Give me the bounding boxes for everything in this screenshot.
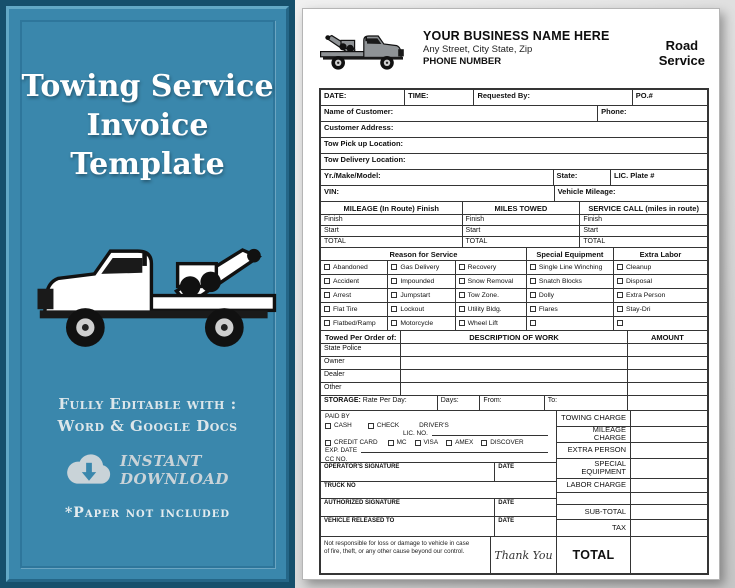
work-amount-header: AMOUNT	[650, 333, 684, 342]
paid-by-block	[321, 411, 556, 463]
amount-cell[interactable]	[628, 344, 707, 356]
check-option-label: Motorcycle	[400, 320, 434, 327]
editable-note	[57, 394, 237, 438]
charge-row-extra-person	[557, 443, 707, 459]
order-cell[interactable]	[321, 357, 401, 369]
checkbox-icon[interactable]	[459, 278, 465, 284]
charge-row-special-equipment	[557, 459, 707, 479]
check-option[interactable]	[321, 275, 388, 288]
field-customer-address[interactable]	[321, 122, 707, 137]
charge-label-cell: TAX	[557, 520, 631, 536]
mileage-finish-2[interactable]	[580, 215, 707, 225]
promo-title	[9, 67, 286, 184]
editable-note-line2: Word & Google Docs	[57, 416, 238, 435]
order-cell[interactable]	[321, 344, 401, 356]
paid-cash-label: CASH	[334, 421, 352, 429]
field-time[interactable]	[405, 90, 474, 105]
amount-cell[interactable]	[628, 383, 707, 395]
mileage-start-1-label: Start	[465, 227, 481, 234]
charge-label-cell: EXTRA PERSON	[557, 443, 631, 458]
thank-you-note: Thank You	[491, 537, 557, 573]
editable-note-line1: Fully Editable with :	[58, 395, 237, 413]
mileage-finish-1-label: Finish	[465, 216, 485, 223]
checkbox-icon[interactable]	[324, 292, 330, 298]
order-label: Dealer	[324, 371, 345, 378]
description-cell[interactable]	[401, 383, 628, 395]
checkbox-icon[interactable]	[617, 292, 623, 298]
operator-signature-cell[interactable]	[321, 463, 495, 481]
check-option-label: Recovery	[467, 264, 497, 271]
work-order-header: Towed Per Order of:	[321, 331, 401, 343]
check-option-label: Cleanup	[625, 264, 652, 271]
field-state[interactable]	[554, 170, 611, 185]
checkbox-icon[interactable]	[415, 440, 421, 446]
promo-panel	[0, 0, 295, 588]
checks-row-1	[321, 275, 707, 289]
charge-row-towing	[557, 411, 707, 427]
paid-by-line-2	[403, 430, 552, 437]
field-po-label: PO.#	[635, 91, 653, 100]
check-option-label: Flatbed/Ramp	[333, 320, 376, 327]
storage-label: STORAGE:	[324, 397, 361, 404]
order-label: State Police	[324, 345, 362, 352]
check-option-label: Gas Delivery	[400, 264, 440, 271]
checkbox-icon[interactable]	[617, 320, 623, 326]
promo-title-line1: Towing Service	[21, 69, 274, 104]
mileage-total-1-label: TOTAL	[465, 238, 488, 245]
mileage-total-0[interactable]	[321, 237, 463, 247]
drivers-label: DRIVER'S	[419, 421, 449, 429]
check-option-label: Lockout	[400, 306, 425, 313]
check-option[interactable]	[527, 317, 614, 330]
paid-by-line-1	[325, 422, 552, 429]
exp-date-fill-line[interactable]	[361, 447, 548, 453]
checks-row-3	[321, 303, 707, 317]
business-address: Any Street, City State, Zip	[423, 44, 533, 55]
row-tow-delivery	[321, 154, 707, 170]
check-option-label: Impounded	[400, 278, 435, 285]
charge-label-cell: TOWING CHARGE	[557, 411, 631, 426]
check-option[interactable]	[527, 303, 614, 316]
download-text	[120, 452, 229, 490]
field-vehicle-mileage-label: Vehicle Mileage:	[557, 187, 616, 196]
checkbox-icon[interactable]	[530, 278, 536, 284]
mileage-start-2[interactable]	[580, 226, 707, 236]
storage-to-label: To:	[547, 397, 558, 404]
field-po[interactable]	[633, 90, 707, 105]
download-text-line2: DOWNLOAD	[120, 470, 229, 489]
date-cell[interactable]	[495, 499, 556, 517]
description-cell[interactable]	[401, 357, 628, 369]
bottom-section	[321, 411, 707, 537]
charge-row-labor	[557, 479, 707, 494]
checkbox-icon[interactable]	[459, 292, 465, 298]
promo-panel-bevel	[6, 6, 289, 582]
row-date-time	[321, 90, 707, 106]
invoice-header	[319, 25, 709, 83]
checkbox-icon[interactable]	[391, 306, 397, 312]
checkbox-icon[interactable]	[617, 306, 623, 312]
checkbox-icon[interactable]	[391, 264, 397, 270]
charge-label-cell: SPECIAL EQUIPMENT	[557, 459, 631, 478]
order-label: Other	[324, 384, 342, 391]
check-option-label: Extra Person	[625, 292, 666, 299]
check-option[interactable]	[456, 303, 527, 316]
date-cell[interactable]	[495, 463, 556, 481]
vehicle-released-row	[321, 517, 556, 536]
row-customer-address	[321, 122, 707, 138]
checks-header-reason: Reason for Service	[321, 248, 527, 260]
order-cell[interactable]	[321, 383, 401, 395]
check-option[interactable]	[321, 261, 388, 274]
amount-cell[interactable]	[628, 357, 707, 369]
paid-check-label: CHECK	[376, 421, 400, 429]
bottom-left	[321, 411, 557, 536]
work-row-0	[321, 344, 707, 357]
charge-label-cell: SUB-TOTAL	[557, 505, 631, 519]
checkbox-icon[interactable]	[324, 320, 330, 326]
check-option[interactable]	[527, 261, 614, 274]
charge-label-cell: LABOR CHARGE	[557, 479, 631, 493]
download-cloud-icon	[66, 453, 112, 487]
check-option[interactable]	[456, 317, 527, 330]
row-vehicle	[321, 170, 707, 186]
check-option-label: Abandoned	[333, 264, 368, 271]
checkbox-icon[interactable]	[530, 264, 536, 270]
check-option[interactable]	[456, 275, 527, 288]
field-requested-by-label: Requested By:	[477, 91, 530, 100]
date-label: DATE	[498, 499, 515, 506]
storage-from-label: From:	[483, 397, 502, 404]
checks-row-4	[321, 317, 707, 331]
check-option-label: Utility Bldg.	[467, 306, 502, 313]
truck-no-label: TRUCK NO	[324, 482, 356, 489]
truck-no-row[interactable]	[321, 482, 556, 499]
check-option[interactable]	[388, 303, 455, 316]
checkbox-icon[interactable]	[530, 320, 536, 326]
check-option[interactable]	[321, 317, 388, 330]
check-option[interactable]	[321, 303, 388, 316]
field-phone[interactable]	[598, 106, 707, 121]
mileage-finish-1[interactable]	[463, 215, 581, 225]
check-option-label: Snatch Blocks	[538, 278, 582, 285]
field-lic-plate[interactable]	[611, 170, 707, 185]
charges-column	[557, 411, 707, 536]
checkbox-icon[interactable]	[391, 320, 397, 326]
checkbox-icon[interactable]	[617, 264, 623, 270]
check-option[interactable]	[614, 289, 707, 302]
mileage-header-0: MILEAGE (In Route) Finish	[321, 202, 463, 214]
mileage-total-2-label: TOTAL	[583, 238, 606, 245]
checks-header-labor: Extra Labor	[639, 250, 682, 259]
mileage-header-2: SERVICE CALL (miles in route)	[588, 204, 699, 213]
checks-header-equipment: Special Equipment	[527, 248, 614, 260]
amount-cell[interactable]	[628, 370, 707, 382]
row-customer	[321, 106, 707, 122]
exp-date-label: EXP. DATE	[325, 447, 358, 454]
date-label: DATE	[498, 464, 515, 470]
row-tow-pickup	[321, 138, 707, 154]
check-option-label: Stay-Dri	[625, 306, 651, 313]
storage-from-cell[interactable]	[480, 396, 544, 410]
paid-discover-label: DISCOVER	[490, 438, 524, 446]
check-option[interactable]	[614, 317, 707, 330]
checkbox-icon[interactable]	[325, 440, 331, 446]
disclaimer	[321, 537, 491, 573]
check-option-label: Accident	[333, 278, 360, 285]
charge-row-mileage	[557, 427, 707, 443]
mileage-total-0-label: TOTAL	[324, 238, 346, 245]
charge-row-subtotal	[557, 505, 707, 520]
check-option-label: Snow Removal	[467, 278, 514, 285]
mileage-start-0[interactable]	[321, 226, 463, 236]
checkbox-icon[interactable]	[391, 292, 397, 298]
checkbox-icon[interactable]	[324, 264, 330, 270]
final-row	[321, 537, 707, 573]
paid-credit-label: CREDIT CARD	[334, 438, 378, 446]
checkbox-icon[interactable]	[459, 264, 465, 270]
instant-download	[66, 452, 229, 490]
charge-label-cell	[557, 493, 631, 504]
check-option-label: Arrest	[333, 292, 352, 299]
order-label: Owner	[324, 358, 345, 365]
field-phone-label: Phone:	[601, 107, 627, 116]
amount-cell[interactable]	[631, 479, 707, 493]
checkbox-icon[interactable]	[530, 292, 536, 298]
order-cell[interactable]	[321, 370, 401, 382]
vehicle-released-label: VEHICLE RELEASED TO	[324, 518, 395, 525]
mileage-start-1[interactable]	[463, 226, 581, 236]
field-date-label: DATE:	[324, 91, 347, 100]
disclaimer-line2: of fire, theft, or any other cause beyond our control.	[324, 548, 465, 556]
charge-label-cell: MILEAGE CHARGE	[557, 427, 631, 442]
check-option-label: Jumpstart	[400, 292, 431, 299]
mileage-header-1: MILES TOWED	[463, 202, 581, 214]
field-yr-make-model-label: Yr./Make/Model:	[324, 171, 381, 180]
work-header-row	[321, 331, 707, 344]
authorized-signature-cell[interactable]	[321, 499, 495, 517]
storage-to-cell[interactable]	[545, 396, 628, 410]
amount-cell[interactable]	[631, 427, 707, 442]
checkbox-icon[interactable]	[324, 306, 330, 312]
paid-by-line-5	[325, 456, 552, 463]
checkbox-icon[interactable]	[459, 320, 465, 326]
business-phone: PHONE NUMBER	[423, 56, 502, 67]
field-date[interactable]	[321, 90, 405, 105]
total-label: TOTAL	[557, 537, 631, 573]
paid-by-title: PAID BY	[325, 413, 350, 420]
mileage-header-row	[321, 202, 707, 215]
storage-rate-cell[interactable]	[321, 396, 438, 410]
amount-cell[interactable]	[631, 505, 707, 519]
mileage-start-2-label: Start	[583, 227, 599, 234]
check-option[interactable]	[527, 289, 614, 302]
check-option-label: Dolly	[538, 292, 554, 299]
work-row-1	[321, 357, 707, 370]
operator-signature-label: OPERATOR'S SIGNATURE	[324, 464, 400, 470]
check-option[interactable]	[614, 261, 707, 274]
lic-no-fill-line[interactable]	[432, 430, 548, 436]
authorized-signature-row	[321, 499, 556, 518]
paper-note: *Paper not included	[64, 505, 231, 521]
check-option[interactable]	[388, 289, 455, 302]
checks-header-row	[321, 248, 707, 261]
paid-by-line-3	[325, 439, 552, 446]
check-option[interactable]	[388, 317, 455, 330]
paid-amex-label: AMEX	[455, 438, 474, 446]
field-customer-address-label: Customer Address:	[324, 123, 394, 132]
amount-cell[interactable]	[628, 396, 707, 410]
work-row-2	[321, 370, 707, 383]
paid-mc-label: MC	[396, 438, 407, 446]
date-label: DATE	[498, 518, 515, 525]
mileage-finish-2-label: Finish	[583, 216, 603, 223]
mileage-start-row	[321, 226, 707, 237]
field-tow-delivery[interactable]	[321, 154, 707, 169]
amount-cell[interactable]	[631, 443, 707, 458]
promo-title-line2: Invoice Template	[70, 108, 225, 182]
disclaimer-line1: Not responsible for loss or damage to vehicle in case	[324, 540, 470, 547]
tow-truck-illustration	[17, 216, 279, 366]
business-block	[423, 29, 610, 67]
work-desc-header: DESCRIPTION OF WORK	[401, 331, 628, 343]
download-text-line1: INSTANT	[120, 451, 202, 470]
mileage-finish-0-label: Finish	[324, 216, 343, 223]
field-yr-make-model[interactable]	[321, 170, 554, 185]
business-name: YOUR BUSINESS NAME HERE	[423, 29, 610, 43]
invoice-page	[302, 8, 720, 580]
mileage-total-row	[321, 237, 707, 248]
work-row-3	[321, 383, 707, 396]
field-customer-label: Name of Customer:	[324, 107, 394, 116]
mileage-total-1[interactable]	[463, 237, 581, 247]
check-option-label: Flares	[538, 306, 558, 313]
description-cell[interactable]	[401, 344, 628, 356]
operator-signature-row	[321, 463, 556, 482]
service-type	[659, 39, 705, 69]
paid-visa-label: VISA	[423, 438, 439, 446]
vehicle-released-cell[interactable]	[321, 517, 495, 536]
field-vin-label: VIN:	[324, 187, 339, 196]
field-tow-pickup[interactable]	[321, 138, 707, 153]
check-option[interactable]	[614, 275, 707, 288]
checkbox-icon[interactable]	[391, 278, 397, 284]
check-option-label: Tow Zone.	[467, 292, 499, 299]
field-tow-delivery-label: Tow Delivery Location:	[324, 155, 406, 164]
tow-truck-logo-icon	[319, 25, 411, 75]
mileage-start-0-label: Start	[324, 227, 339, 234]
field-vehicle-mileage[interactable]	[555, 186, 707, 201]
field-time-label: TIME:	[408, 91, 429, 100]
mileage-finish-row	[321, 215, 707, 226]
mileage-total-2[interactable]	[580, 237, 707, 247]
total-amount-cell[interactable]	[631, 537, 707, 573]
checkbox-icon[interactable]	[459, 306, 465, 312]
amount-cell[interactable]	[631, 493, 707, 504]
charge-row-tax	[557, 520, 707, 536]
field-state-label: State:	[556, 171, 578, 180]
checkbox-icon[interactable]	[388, 440, 394, 446]
checks-row-0	[321, 261, 707, 275]
check-option-label: Disposal	[625, 278, 653, 285]
check-option[interactable]	[321, 289, 388, 302]
storage-days-label: Days:	[440, 397, 459, 404]
amount-cell[interactable]	[631, 520, 707, 536]
row-vin	[321, 186, 707, 202]
check-option-label: Single Line Winching	[538, 264, 603, 271]
service-type-line1: Road	[665, 38, 699, 53]
amount-cell[interactable]	[631, 459, 707, 478]
checkbox-icon[interactable]	[446, 440, 452, 446]
checkbox-icon[interactable]	[530, 306, 536, 312]
mileage-finish-0[interactable]	[321, 215, 463, 225]
date-cell[interactable]	[495, 517, 556, 536]
lic-no-label: LIC. NO.	[403, 430, 428, 437]
authorized-signature-label: AUTHORIZED SIGNATURE	[324, 499, 400, 506]
checkbox-icon[interactable]	[481, 440, 487, 446]
checkbox-icon[interactable]	[324, 278, 330, 284]
checks-row-2	[321, 289, 707, 303]
check-option[interactable]	[456, 261, 527, 274]
field-requested-by[interactable]	[474, 90, 632, 105]
checkbox-icon[interactable]	[368, 423, 374, 429]
promo-panel-content	[9, 9, 286, 579]
field-vin[interactable]	[321, 186, 555, 201]
storage-days-cell[interactable]	[438, 396, 481, 410]
charge-row-blank	[557, 493, 707, 505]
check-option-label: Wheel Lift	[467, 320, 498, 327]
description-cell[interactable]	[401, 370, 628, 382]
checkbox-icon[interactable]	[617, 278, 623, 284]
field-lic-plate-label: LIC. Plate #	[613, 171, 655, 180]
field-tow-pickup-label: Tow Pick up Location:	[324, 139, 404, 148]
check-option[interactable]	[614, 303, 707, 316]
check-option-label: Flat Tire	[333, 306, 358, 313]
invoice-form	[319, 88, 709, 575]
check-option[interactable]	[388, 275, 455, 288]
paid-by-line-4	[325, 447, 552, 454]
amount-cell[interactable]	[631, 411, 707, 426]
field-customer[interactable]	[321, 106, 598, 121]
check-option[interactable]	[527, 275, 614, 288]
check-option[interactable]	[388, 261, 455, 274]
cc-no-label: CC NO.	[325, 455, 348, 463]
storage-row	[321, 396, 707, 411]
checkbox-icon[interactable]	[325, 423, 331, 429]
service-type-line2: Service	[658, 52, 705, 68]
check-option[interactable]	[456, 289, 527, 302]
storage-rate-label: Rate Per Day:	[362, 397, 407, 404]
